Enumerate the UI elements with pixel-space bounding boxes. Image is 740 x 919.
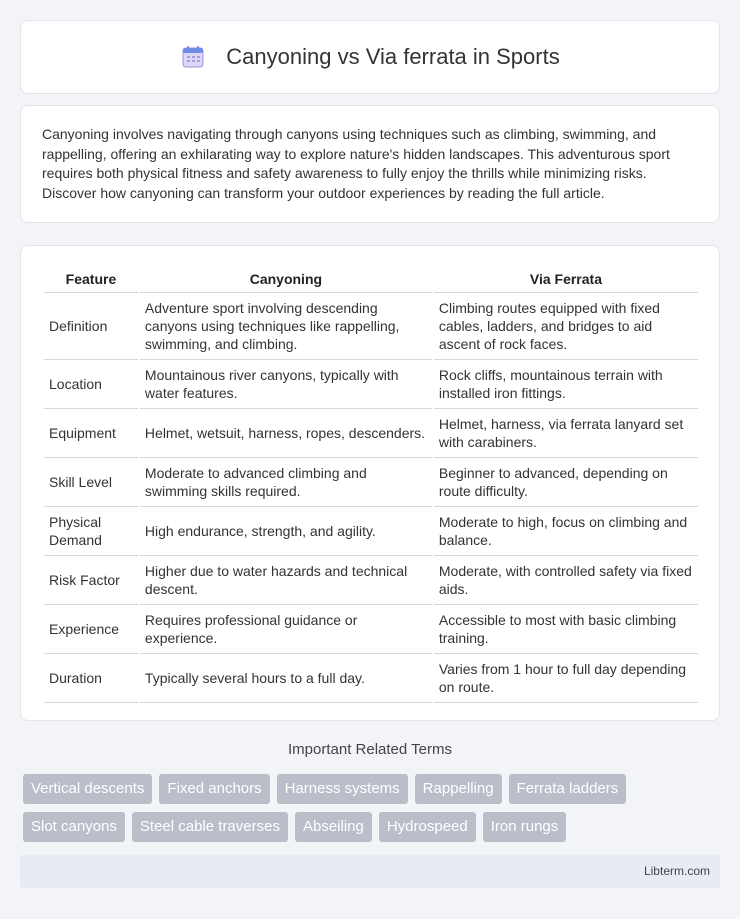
table-row bbox=[44, 605, 698, 654]
row-via-ferrata: Rock cliffs, mountainous terrain with installed iron fittings. bbox=[434, 360, 698, 409]
row-feature: Location bbox=[44, 360, 138, 409]
row-feature: Duration bbox=[44, 654, 138, 703]
header-feature: Feature bbox=[44, 266, 138, 293]
row-canyoning: Helmet, wetsuit, harness, ropes, descenders. bbox=[140, 409, 432, 458]
footer-site-link[interactable]: Libterm.com bbox=[643, 864, 710, 878]
row-canyoning: Moderate to advanced climbing and swimming skills required. bbox=[140, 458, 432, 507]
related-terms-title: Important Related Terms bbox=[288, 741, 452, 758]
row-feature: Experience bbox=[44, 605, 138, 654]
row-canyoning: Mountainous river canyons, typically with water features. bbox=[140, 360, 432, 409]
table-header-row bbox=[44, 266, 698, 293]
row-feature: Equipment bbox=[44, 409, 138, 458]
table-row bbox=[44, 556, 698, 605]
intro-card bbox=[20, 105, 720, 223]
table-row bbox=[44, 360, 698, 409]
page-title: Canyoning vs Via ferrata in Sports bbox=[226, 44, 560, 69]
tag-iron-rungs[interactable]: Iron rungs bbox=[483, 812, 567, 842]
row-via-ferrata: Moderate to high, focus on climbing and balance. bbox=[434, 507, 698, 556]
row-via-ferrata: Climbing routes equipped with fixed cables, ladders, and bridges to aid ascent of rock faces. bbox=[434, 293, 698, 360]
intro-text: Canyoning involves navigating through canyons using techniques such as climbing, swimming, and rappelling, offering an exhilarating way to explore nature's hidden landscapes. This adventurous sport requires both physical fitness and safety awareness to fully enjoy the thrills while minimizing risks. Discover how canyoning can transform your outdoor experiences by reading the full article. bbox=[42, 126, 670, 201]
table-row bbox=[44, 293, 698, 360]
row-feature: Physical Demand bbox=[44, 507, 138, 556]
tag-slot-canyons[interactable]: Slot canyons bbox=[23, 812, 125, 842]
row-canyoning: Higher due to water hazards and technical descent. bbox=[140, 556, 432, 605]
tag-steel-cable-traverses[interactable]: Steel cable traverses bbox=[132, 812, 288, 842]
row-canyoning: Typically several hours to a full day. bbox=[140, 654, 432, 703]
calendar-icon bbox=[180, 44, 206, 70]
related-terms-tags bbox=[23, 774, 703, 842]
table-row bbox=[44, 458, 698, 507]
row-feature: Risk Factor bbox=[44, 556, 138, 605]
tag-harness-systems[interactable]: Harness systems bbox=[277, 774, 408, 804]
tag-fixed-anchors[interactable]: Fixed anchors bbox=[159, 774, 269, 804]
row-via-ferrata: Beginner to advanced, depending on route difficulty. bbox=[434, 458, 698, 507]
row-via-ferrata: Helmet, harness, via ferrata lanyard set with carabiners. bbox=[434, 409, 698, 458]
row-feature: Skill Level bbox=[44, 458, 138, 507]
row-via-ferrata: Varies from 1 hour to full day depending on route. bbox=[434, 654, 698, 703]
tag-ferrata-ladders[interactable]: Ferrata ladders bbox=[509, 774, 627, 804]
title-wrap bbox=[180, 44, 559, 70]
comparison-table bbox=[42, 266, 700, 703]
table-row bbox=[44, 409, 698, 458]
row-canyoning: Requires professional guidance or experience. bbox=[140, 605, 432, 654]
row-via-ferrata: Accessible to most with basic climbing training. bbox=[434, 605, 698, 654]
table-row bbox=[44, 507, 698, 556]
row-canyoning: High endurance, strength, and agility. bbox=[140, 507, 432, 556]
row-canyoning: Adventure sport involving descending canyons using techniques like rappelling, swimming, and climbing. bbox=[140, 293, 432, 360]
row-feature: Definition bbox=[44, 293, 138, 360]
tag-abseiling[interactable]: Abseiling bbox=[295, 812, 372, 842]
comparison-table-card bbox=[20, 245, 720, 721]
footer bbox=[20, 855, 720, 888]
row-via-ferrata: Moderate, with controlled safety via fixed aids. bbox=[434, 556, 698, 605]
tag-rappelling[interactable]: Rappelling bbox=[415, 774, 502, 804]
header-canyoning: Canyoning bbox=[140, 266, 432, 293]
header-card bbox=[20, 20, 720, 94]
table-row bbox=[44, 654, 698, 703]
tag-vertical-descents[interactable]: Vertical descents bbox=[23, 774, 152, 804]
tag-hydrospeed[interactable]: Hydrospeed bbox=[379, 812, 476, 842]
header-via-ferrata: Via Ferrata bbox=[434, 266, 698, 293]
